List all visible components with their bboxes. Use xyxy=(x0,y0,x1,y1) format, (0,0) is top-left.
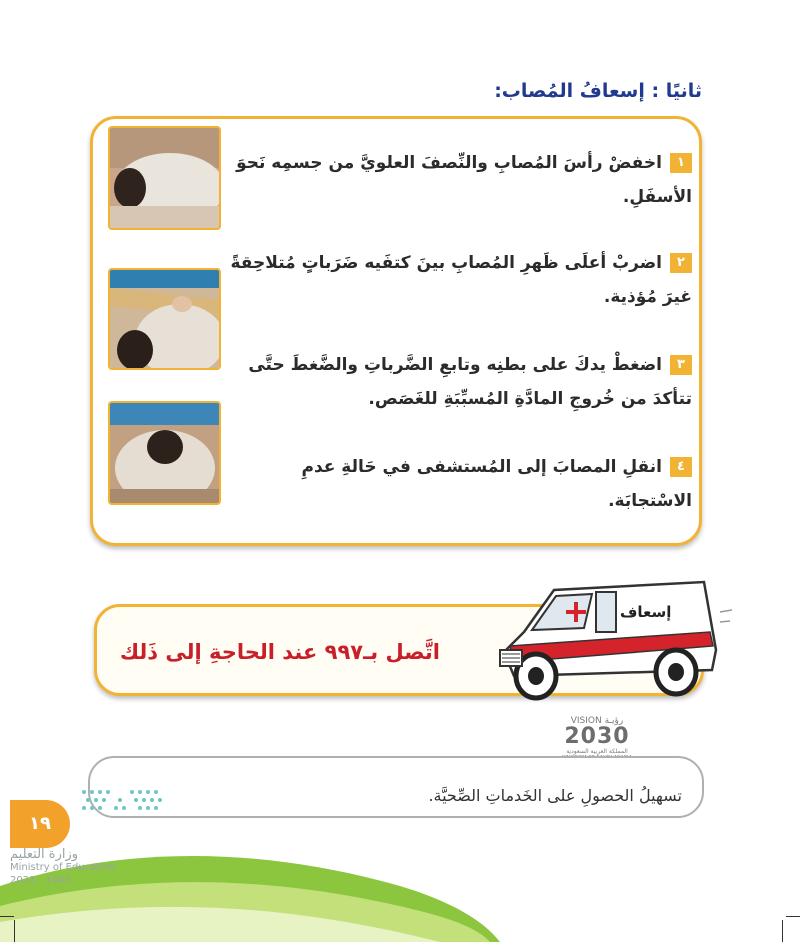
step-text-1: اخفضْ رأسَ المُصابِ والنِّصفَ العلويَّ من جسمِه نَحوَ الأسفَلِ. xyxy=(236,153,692,207)
call-text: اتَّصل بـ٩٩٧ عند الحاجةِ إلى ذَلك xyxy=(119,640,440,664)
crop-mark xyxy=(782,920,783,942)
step-2 xyxy=(222,246,692,314)
step-4 xyxy=(222,450,692,518)
ministry-name-ar: وزارة التعليم xyxy=(10,847,79,862)
section-heading: ثانيًا : إسعافُ المُصاب: xyxy=(494,80,702,102)
step-number-2: ٢ xyxy=(670,253,692,273)
ambulance-illustration xyxy=(484,572,732,702)
crop-mark xyxy=(0,916,14,917)
vision-logo-top: VISION رؤيـة xyxy=(570,716,624,726)
step-text-2: اضربْ أعلَى ظَهرِ المُصابِ بينَ كتفَيه ضَرَباتٍ مُتلاحِقةً غيرَ مُؤذية. xyxy=(230,253,692,307)
page-number-badge: ١٩ xyxy=(10,800,70,848)
step-photo-1 xyxy=(108,126,221,230)
ministry-credit xyxy=(10,848,115,887)
crop-mark xyxy=(14,920,15,942)
step-1 xyxy=(222,146,692,214)
ambulance-label: إسعاف xyxy=(620,603,672,621)
step-number-3: ٣ xyxy=(670,355,692,375)
step-3 xyxy=(222,348,692,416)
vision-2030-logo xyxy=(552,716,642,761)
step-photo-2 xyxy=(108,268,221,370)
crop-mark xyxy=(786,916,800,917)
vision-logo-year: 2030 xyxy=(564,724,630,749)
step-number-4: ٤ xyxy=(670,457,692,477)
vision-logo-sub: المملكة العربية السعودية xyxy=(566,748,628,755)
step-number-1: ١ xyxy=(670,153,692,173)
step-text-3: اضغطْ يدكَ على بطنِه وتابعِ الضَّرباتِ والضَّغطَ حتَّى تتأكدَ من خُروجِ المادَّةِ المُسبِّبَةِ للغَصَص. xyxy=(248,355,692,409)
step-photo-3 xyxy=(108,401,221,505)
ministry-name-en: Ministry of Education xyxy=(10,862,116,873)
ministry-year: 2021 - 1443 xyxy=(10,875,71,886)
ministry-logo-dots xyxy=(78,786,168,816)
step-text-4: انقلِ المصابَ إلى المُستشفى في حَالةِ عدمِ الاسْتجابَة. xyxy=(301,457,692,511)
vision-text: تسهيلُ الحصولِ على الخَدماتِ الصِّحيَّة. xyxy=(428,786,682,805)
